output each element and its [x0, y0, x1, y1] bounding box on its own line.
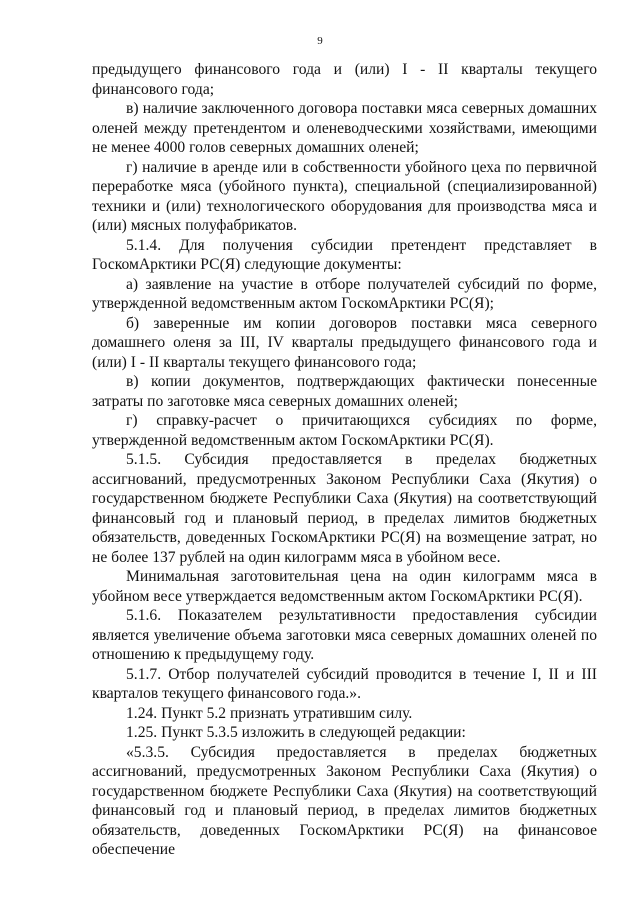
- paragraph-clause-1-24: 1.24. Пункт 5.2 признать утратившим силу.: [126, 704, 413, 722]
- paragraph-item-b-contract-copies: б) заверенные им копии договоров поставки мяса северного домашнего оленя за III, IV кварталы предыдущего финансового года и (или) I - II кварталы текущего финансового года;: [92, 314, 597, 371]
- paragraph-item-g-calculation: г) справку-расчет о причитающихся субсидиях по форме, утвержденной ведомственным актом ГоскомАрктики РС(Я).: [92, 412, 597, 449]
- paragraph-clause-5-1-5: 5.1.5. Субсидия предоставляется в пределах бюджетных ассигнований, предусмотренных Законом Республики Саха (Якутия) о государственном бюджете Республики Саха (Якутия) на соответствующий финансовый год и плановый период, в пределах лимитов бюджетных обязательств, доведенных ГоскомАрктики РС(Я) на возмещение затрат, но не более 137 рублей на один килограмм мяса в убойном весе.: [92, 451, 597, 566]
- paragraph-clause-5-1-7: 5.1.7. Отбор получателей субсидий проводится в течение I, II и III кварталов текущего финансового года.».: [92, 665, 597, 702]
- paragraph-continuation: предыдущего финансового года и (или) I - II кварталы текущего финансового года;: [92, 61, 597, 98]
- paragraph-minimum-price: Минимальная заготовительная цена на один килограмм мяса в убойном весе утверждается ведомственным актом ГоскомАрктики РС(Я).: [92, 568, 597, 605]
- document-body: [92, 60, 597, 860]
- paragraph-clause-5-1-4: 5.1.4. Для получения субсидии претендент представляет в ГоскомАрктики РС(Я) следующие документы:: [92, 236, 597, 273]
- page-number: 9: [317, 35, 323, 47]
- paragraph-item-v-document-copies: в) копии документов, подтверждающих фактически понесенные затраты по заготовке мяса северных домашних оленей;: [92, 373, 597, 410]
- paragraph-item-v-contract: в) наличие заключенного договора поставки мяса северных домашних оленей между претендентом и оленеводческими хозяйствами, имеющими не менее 4000 голов северных домашних оленей;: [92, 100, 597, 156]
- paragraph-item-a-application: а) заявление на участие в отборе получателей субсидий по форме, утвержденной ведомственным актом ГоскомАрктики РС(Я);: [92, 275, 597, 312]
- paragraph-clause-5-1-6: 5.1.6. Показателем результативности предоставления субсидии является увеличение объема заготовки мяса северных домашних оленей по отношению к предыдущему году.: [92, 607, 597, 663]
- paragraph-item-g-slaughterhouse: г) наличие в аренде или в собственности убойного цеха по первичной переработке мяса (убойного пункта), специальной (специализированной) техники и (или) технологического оборудования для производства мяса и (или) мясных полуфабрикатов.: [92, 158, 597, 234]
- paragraph-clause-1-25: 1.25. Пункт 5.3.5 изложить в следующей редакции:: [126, 724, 466, 741]
- paragraph-clause-5-3-5: «5.3.5. Субсидия предоставляется в пределах бюджетных ассигнований, предусмотренных Законом Республики Саха (Якутия) о государственном бюджете Республики Саха (Якутия) на соответствующий финансовый год и плановый период, в пределах лимитов бюджетных обязательств, доведенных ГоскомАрктики РС(Я) на финансовое обеспечение: [92, 743, 597, 858]
